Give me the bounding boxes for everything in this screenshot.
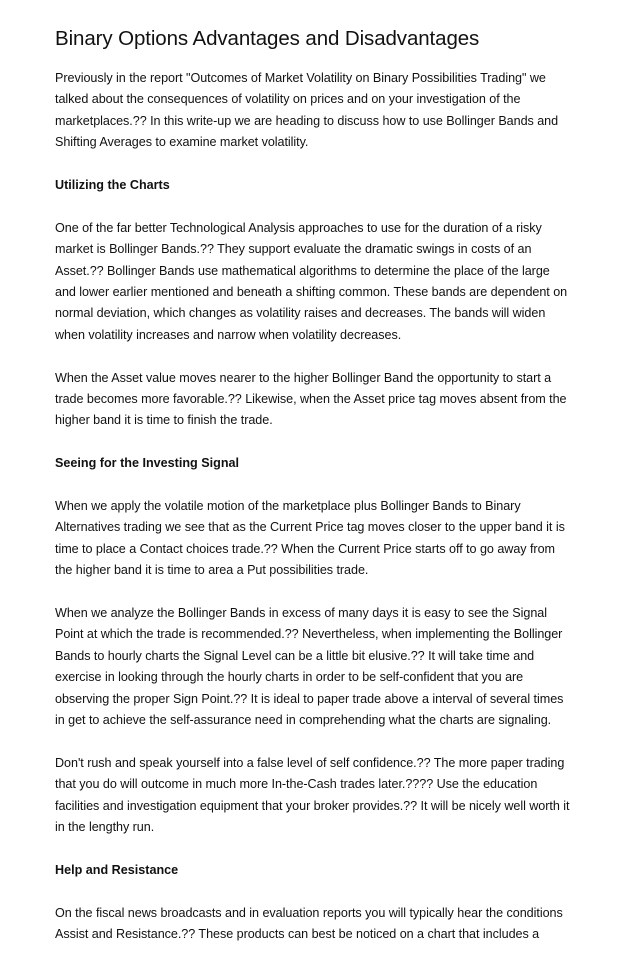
paragraph-line: On the fiscal news broadcasts and in evaluation reports you will typically hear the conditions [55, 905, 563, 920]
paragraph-line: When the Asset value moves nearer to the higher Bollinger Band the opportunity to start a [55, 370, 552, 385]
paragraph-line: in get to achieve the self-assurance need in comprehending what the charts are signaling. [55, 713, 552, 728]
paragraph-line: normal deviation, which changes as volatility raises and decreases. The bands will widen [55, 306, 546, 321]
paragraph-line: Bands to hourly charts the Signal Level can be a little bit elusive.?? It will take time and [55, 648, 535, 663]
paragraph-line: facilities and investigation equipment that your broker provides.?? It will be nicely well worth it [55, 798, 570, 813]
paragraph-line: trade becomes more favorable.?? Likewise, when the Asset price tag moves absent from the [55, 392, 567, 407]
paragraph-line: One of the far better Technological Analysis approaches to use for the duration of a risky [55, 220, 542, 235]
paragraph [55, 753, 590, 839]
document-title: Binary Options Advantages and Disadvantages [55, 27, 480, 50]
paragraph-line: Asset.?? Bollinger Bands use mathematical algorithms to determine the place of the large [55, 263, 550, 278]
paragraph-line: Alternatives trading we see that as the Current Price tag moves closer to the upper band it is [55, 520, 565, 535]
paragraph-line: When we analyze the Bollinger Bands in excess of many days it is easy to see the Signal [55, 606, 547, 621]
paragraph-line: when volatility increases and narrow when volatility decreases. [55, 327, 402, 342]
paragraph-line: that you do will outcome in much more In-the-Cash trades later.???? Use the education [55, 777, 538, 792]
document-page [55, 24, 590, 967]
paragraph-line: talked about the consequences of volatility on prices and on your investigation of the [55, 92, 521, 107]
paragraph [55, 496, 590, 582]
paragraph-line: the higher band it is time to area a Put possibilities trade. [55, 563, 369, 578]
section-heading: Seeing for the Investing Signal [55, 456, 240, 471]
paragraph-line: marketplaces.?? In this write-up we are heading to discuss how to use Bollinger Bands and [55, 113, 559, 128]
paragraph [55, 218, 590, 346]
paragraph [55, 603, 590, 731]
section-heading: Utilizing the Charts [55, 178, 170, 193]
paragraph-line: in the lengthy run. [55, 820, 155, 835]
paragraph [55, 903, 590, 946]
paragraph-line: market is Bollinger Bands.?? They support evaluate the dramatic swings in costs of an [55, 242, 532, 257]
paragraph-line: Point at which the trade is recommended.?? Nevertheless, when implementing the Bollinger [55, 627, 563, 642]
paragraph-line: Assist and Resistance.?? These products can best be noticed on a chart that includes a [55, 927, 540, 942]
paragraph-line: and lower earlier mentioned and beneath a shifting common. These bands are dependent on [55, 285, 568, 300]
paragraph-line: observing the proper Sign Point.?? It is ideal to paper trade above a interval of several times [55, 691, 564, 706]
document-body [55, 68, 590, 946]
paragraph [55, 368, 590, 432]
paragraph-line: Previously in the report "Outcomes of Market Volatility on Binary Possibilities Trading" we [55, 71, 546, 85]
paragraph-line: higher band it is time to finish the trade. [55, 413, 273, 428]
paragraph [55, 68, 590, 154]
paragraph-line: exercise in looking through the hourly charts in order to be self-confident that you are [55, 670, 524, 685]
paragraph-line: Don't rush and speak yourself into a false level of self confidence.?? The more paper trading [55, 755, 565, 770]
paragraph-line: time to place a Contact choices trade.?? When the Current Price starts off to go away from [55, 541, 555, 556]
paragraph-line: When we apply the volatile motion of the marketplace plus Bollinger Bands to Binary [55, 499, 521, 514]
paragraph-line: Shifting Averages to examine market volatility. [55, 135, 309, 150]
section-heading: Help and Resistance [55, 862, 179, 877]
